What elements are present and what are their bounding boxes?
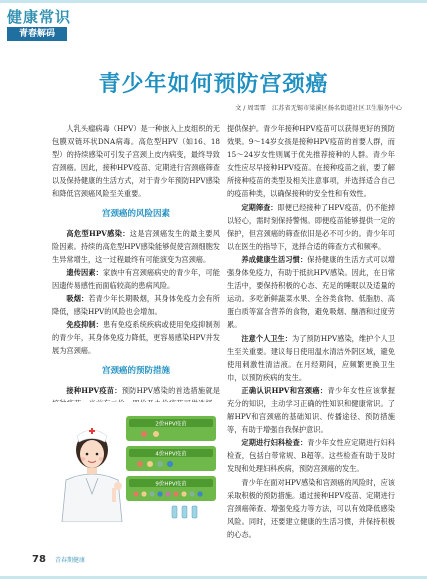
prevention-item-text: 预防HPV感染的首选措施就是 [121,385,220,395]
body-paragraph-lead: 定期筛查： [241,202,278,212]
prevention-item-lead: 接种HPV疫苗： [66,385,122,395]
vaccine-vials [172,506,197,518]
page-footer [32,547,85,566]
risk-item-lead: 吸烟： [66,294,89,304]
body-paragraph: 正确认识HPV和宫颈癌：青少年女性应该掌握充分的知识，主动学习正确的性知识和健康常识。了解HPV和宫颈癌的基础知识、传播途径、预防措施等，有助于增强自我保护意识。 [227,385,395,435]
column-header [7,6,87,46]
body-paragraph-lead: 注意个人卫生： [241,333,292,343]
vaccine-box-9 [126,476,216,501]
nurse-figure [62,428,122,522]
magazine-name: 青春期健康 [55,557,86,564]
column-sub: 青春解码 [18,29,55,39]
risk-item-text: 患有免疫系统疾病或使用免疫抑制剂的青少年，其身体免疫力降低，更容易感染HPV并发展为宫颈癌。 [52,320,220,356]
body-paragraph-lead: 正确认识HPV和宫颈癌： [241,385,328,395]
column-name: 健康常识 [7,8,72,26]
top-stripe [0,0,427,3]
article-byline: 文 / 周雪霏 江苏省无锡市梁溪区扬名街道社区卫生服务中心 [235,105,402,112]
risk-item [52,266,220,292]
risk-item-lead: 免疫抑制： [66,320,103,330]
risk-item [52,227,220,266]
vaccine-illustration-svg [52,402,220,522]
intro-paragraph: 人乳头瘤病毒（HPV）是一种嵌入上皮组织的无包膜双链环状DNA病毒。高危型HPV（如16、18型）的持续感染可引发子宫颈上皮内病变，最终导致宫颈癌。因此，接种HPV疫苗、定期进行宫颈癌筛查以及保持健康的生活方式，对于青少年预防HPV感染和降低宫颈癌风险至关重要。 [52,124,220,199]
risk-item-lead: 遗传因素： [66,267,103,277]
risk-item-lead: 高危型HPV感染： [66,228,130,238]
right-column [227,122,395,541]
vaccine-illustration [52,402,220,522]
body-paragraph-lead: 养成健康生活习惯： [241,254,308,264]
body-paragraph: 注意个人卫生：为了预防HPV感染，维护个人卫生至关重要。建议每日使用温水清洁外阴区域，避免使用刺激性清洁液。在月经期间，应频繁更换卫生巾，以预防疾病的发生。 [227,333,395,382]
vaccine-box-title: 2价HPV疫苗 [155,421,187,428]
article-title: 青少年如何预防宫颈癌 [98,72,329,97]
body-paragraph: 定期筛查：即便已经接种了HPV疫苗，仍不能掉以轻心，需时刻保持警惕。即便疫苗能够提供一定的保护，但宫颈癌的筛查依旧是必不可少的。青少年可以在医生的指导下，选择合适的筛查方式和频率。 [227,202,395,251]
column-sub-badge [7,27,67,41]
body-paragraph: 青少年在面对HPV感染和宫颈癌的风险时，应该采取积极的预防措施。通过接种HPV疫苗、定期进行宫颈癌筛查、增强免疫力等方法，可以有效降低感染风险。同时，还要建立健康的生活习惯，并保持积极的心态。 [227,477,395,539]
section-heading-risk: 宫颈癌的风险因素 [101,208,170,219]
page-number: 78 [32,554,46,565]
risk-item-text: 这是宫颈癌发生的最主要风险因素。持续的高危型HPV感染能够促使宫颈细胞发生异常增生，这一过程最终有可能演变为宫颈癌。 [52,228,220,264]
vaccine-box-2 [126,416,216,441]
section-heading-prevention: 宫颈癌的预防措施 [101,365,170,376]
vaccine-box-title: 9价HPV疫苗 [155,481,187,488]
vaccine-box-title: 4价HPV疫苗 [155,451,187,458]
body-paragraph-lead: 定期进行妇科检查： [241,438,308,448]
vaccine-box-4 [126,446,216,471]
risk-item-text: 家族中有宫颈癌病史的青少年，可能因遗传易感性而面临较高的患病风险。 [52,267,220,290]
risk-item-text: 若青少年长期吸烟，其身体免疫力会有所降低，感染HPV的风险也会增加。 [52,294,220,317]
body-paragraph: 定期进行妇科检查：青少年女性应定期进行妇科检查，包括白带常规、B超等。这些检查有助于及时发现和处理妇科疾病，预防宫颈癌的发生。 [227,438,395,474]
risk-item [52,292,220,318]
left-column [52,122,220,423]
body-paragraph: 养成健康生活习惯：保持健康的生活方式可以增强身体免疫力，有助于抵抗HPV感染。因此，在日常生活中，要保持积极的心态、充足的睡眠以及适量的运动。多吃新鲜蔬菜水果、全谷类食物、低脂肪、高蛋白质等富含营养的食物，避免吸烟、酗酒和过度劳累。 [227,254,395,330]
risk-item [52,318,220,357]
body-paragraph: 提供保护。青少年接种HPV疫苗可以获得更好的预防效果。9～14岁女孩是接种HPV疫苗的首要人群，而15～24岁女性则属于优先推荐接种的人群。青少年女性应尽早接种HPV疫苗。在接种疫苗之前，要了解所接种疫苗的类型及相关注意事项，并选择适合自己的疫苗种类，以确保接种的安全性和有效性。 [227,124,395,199]
